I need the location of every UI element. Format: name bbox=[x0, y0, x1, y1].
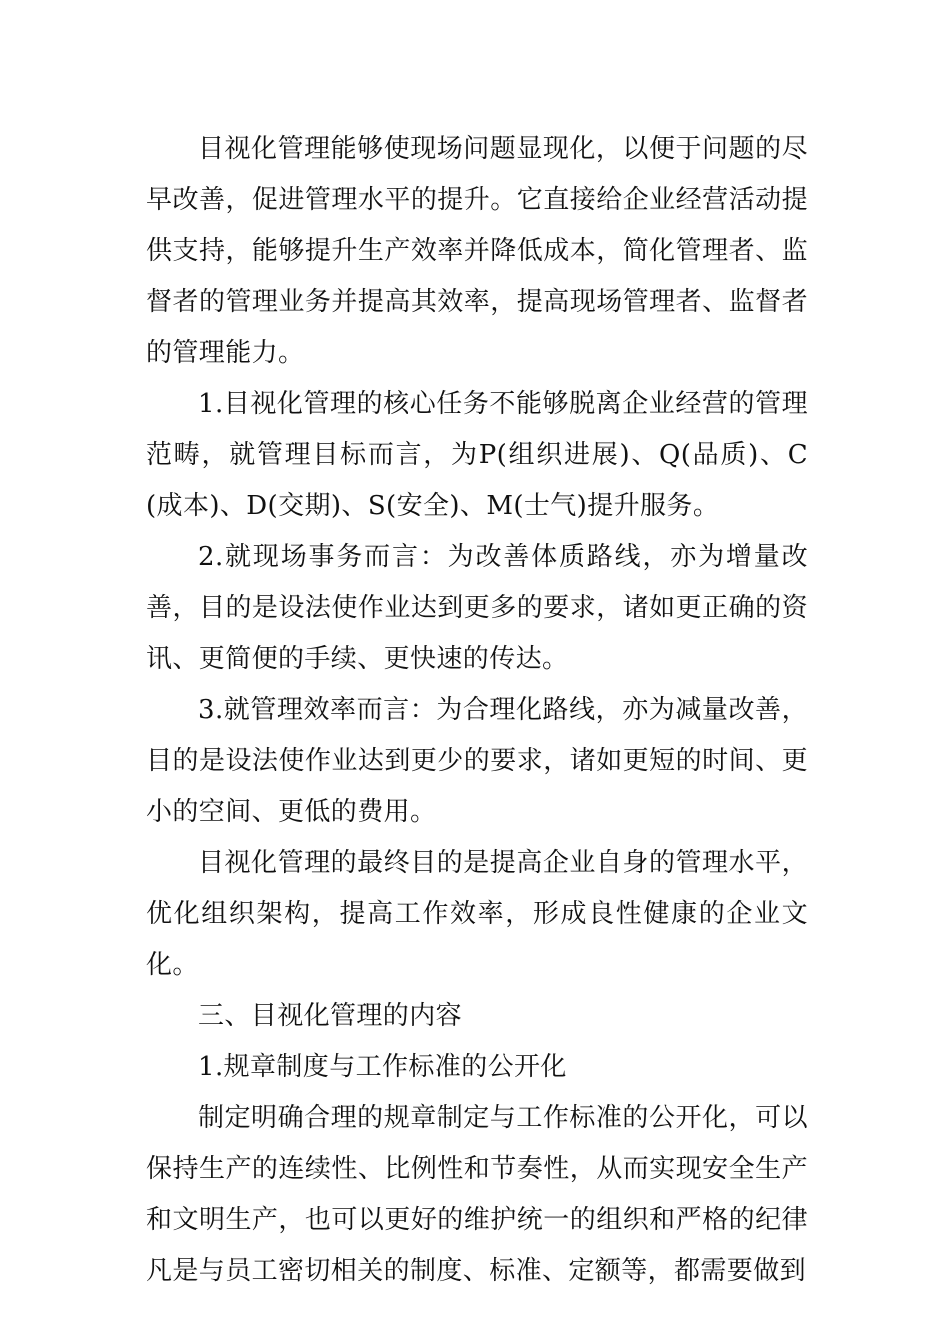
paragraph-item-3: 3.就管理效率而言：为合理化路线，亦为减量改善，目的是设法使作业达到更少的要求，诸如更短的时间、更小的空间、更低的费用。 bbox=[146, 695, 808, 827]
section-heading: 三、目视化管理的内容 bbox=[198, 1001, 463, 1031]
paragraph-item-2: 2.就现场事务而言：为改善体质路线，亦为增量改善，目的是设法使作业达到更多的要求，诸如更正确的资讯、更简便的手续、更快速的传达。 bbox=[146, 542, 808, 674]
subsection-heading: 1.规章制度与工作标准的公开化 bbox=[198, 1052, 567, 1082]
paragraph-intro: 目视化管理能够使现场问题显现化，以便于问题的尽早改善，促进管理水平的提升。它直接给企业经营活动提供支持，能够提升生产效率并降低成本，简化管理者、监督者的管理业务并提高其效率，提高现场管理者、监督者的管理能力。 bbox=[146, 134, 808, 368]
paragraph-goal: 目视化管理的最终目的是提高企业自身的管理水平，优化组织架构，提高工作效率，形成良性健康的企业文化。 bbox=[146, 848, 808, 980]
document-body bbox=[146, 124, 808, 1297]
paragraph-rules: 制定明确合理的规章制定与工作标准的公开化，可以保持生产的连续性、比例性和节奏性，从而实现安全生产和文明生产，也可以更好的维护统一的组织和严格的纪律凡是与员工密切相关的制度、标准、定额等，都需要做到 bbox=[146, 1103, 808, 1286]
paragraph-item-1: 1.目视化管理的核心任务不能够脱离企业经营的管理范畴，就管理目标而言，为P(组织进展)、Q(品质)、C(成本)、D(交期)、S(安全)、M(士气)提升服务。 bbox=[146, 389, 808, 521]
